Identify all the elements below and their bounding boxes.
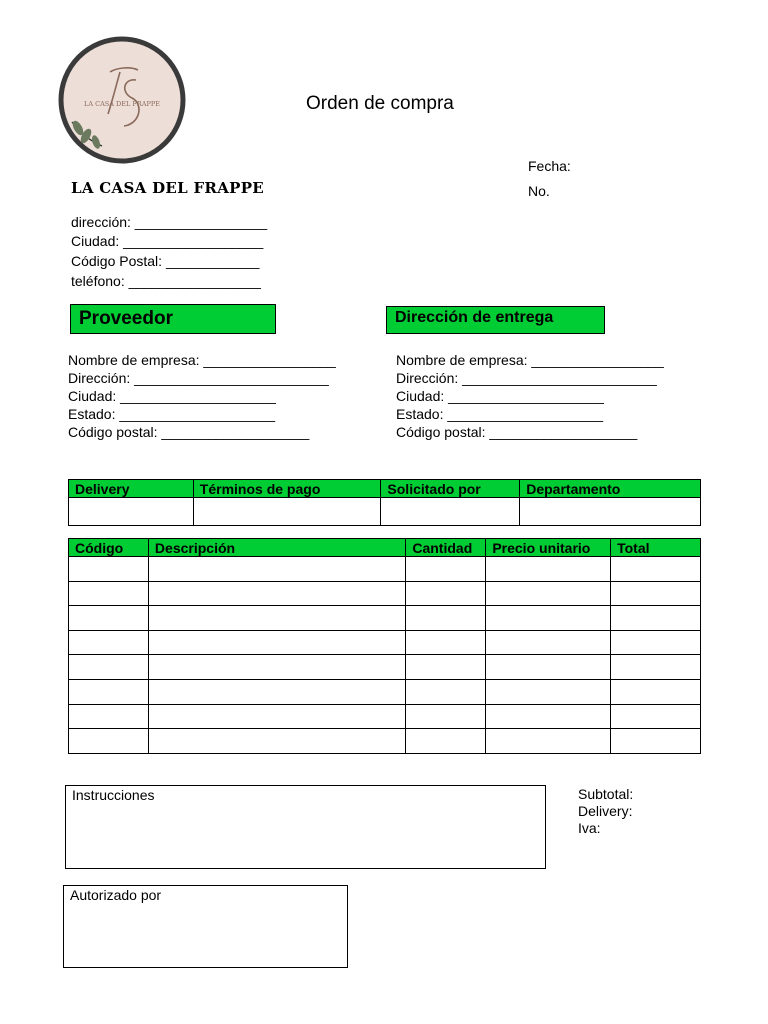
- total-cell[interactable]: [611, 704, 701, 729]
- delivery-fee-label: Delivery:: [578, 803, 633, 819]
- date-label: Fecha:: [528, 158, 571, 174]
- delivery-details: [396, 351, 716, 441]
- col-header-requested-by: Solicitado por: [381, 480, 520, 498]
- unit-price-cell[interactable]: [486, 581, 611, 606]
- description-cell[interactable]: [148, 606, 405, 631]
- unit-price-cell[interactable]: [486, 704, 611, 729]
- instructions-label: Instrucciones: [72, 787, 155, 803]
- requested-by-cell[interactable]: [381, 498, 520, 526]
- total-cell[interactable]: [611, 679, 701, 704]
- description-cell[interactable]: [148, 704, 405, 729]
- description-cell[interactable]: [148, 581, 405, 606]
- instructions-box[interactable]: [65, 785, 546, 869]
- supplier-details: [68, 351, 388, 441]
- col-header-delivery: Delivery: [69, 480, 194, 498]
- payment-terms-cell[interactable]: [193, 498, 381, 526]
- col-header-payment-terms: Términos de pago: [193, 480, 381, 498]
- supplier-postal-line: Código postal: ___________________: [68, 424, 310, 440]
- table-row: [69, 557, 701, 582]
- delivery-address-heading: Dirección de entrega: [386, 306, 605, 334]
- table-row: [69, 606, 701, 631]
- table-row: [69, 704, 701, 729]
- total-cell[interactable]: [611, 655, 701, 680]
- unit-price-cell[interactable]: [486, 606, 611, 631]
- items-table-body: [69, 557, 701, 754]
- logo-ring-text: LA CASA DEL FRAPPE: [84, 100, 160, 108]
- delivery-cell[interactable]: [69, 498, 194, 526]
- supplier-company-line: Nombre de empresa: _________________: [68, 352, 336, 368]
- description-cell[interactable]: [148, 630, 405, 655]
- supplier-city-line: Ciudad: ____________________: [68, 388, 276, 404]
- supplier-state-line: Estado: ____________________: [68, 406, 276, 422]
- code-cell[interactable]: [69, 581, 149, 606]
- unit-price-cell[interactable]: [486, 679, 611, 704]
- quantity-cell[interactable]: [406, 606, 486, 631]
- code-cell[interactable]: [69, 679, 149, 704]
- address-line: dirección: _________________: [71, 214, 268, 230]
- tax-label: Iva:: [578, 820, 601, 836]
- total-cell[interactable]: [611, 729, 701, 754]
- quantity-cell[interactable]: [406, 655, 486, 680]
- totals-summary: [578, 786, 633, 837]
- authorized-by-label: Autorizado por: [70, 887, 162, 903]
- unit-price-cell[interactable]: [486, 630, 611, 655]
- postal-code-line: Código Postal: ____________: [71, 253, 260, 269]
- code-cell[interactable]: [69, 606, 149, 631]
- company-logo: [58, 36, 186, 164]
- code-cell[interactable]: [69, 630, 149, 655]
- delivery-state-line: Estado: ____________________: [396, 406, 604, 422]
- table-row: [69, 655, 701, 680]
- unit-price-cell[interactable]: [486, 655, 611, 680]
- description-cell[interactable]: [148, 679, 405, 704]
- table-row: [69, 679, 701, 704]
- delivery-postal-line: Código postal: ___________________: [396, 424, 638, 440]
- company-name: LA CASA DEL FRAPPE: [71, 179, 265, 197]
- department-cell[interactable]: [520, 498, 701, 526]
- phone-line: teléfono: _________________: [71, 273, 261, 289]
- col-header-total: Total: [611, 539, 701, 557]
- description-cell[interactable]: [148, 655, 405, 680]
- quantity-cell[interactable]: [406, 557, 486, 582]
- items-table: [68, 538, 701, 754]
- order-info-table: [68, 479, 701, 526]
- table-row: [69, 498, 701, 526]
- total-cell[interactable]: [611, 557, 701, 582]
- order-number-label: No.: [528, 183, 550, 199]
- description-cell[interactable]: [148, 557, 405, 582]
- subtotal-label: Subtotal:: [578, 786, 634, 802]
- authorized-by-box[interactable]: [63, 885, 348, 968]
- quantity-cell[interactable]: [406, 630, 486, 655]
- table-row: [69, 729, 701, 754]
- delivery-address-line: Dirección: _________________________: [396, 370, 657, 386]
- code-cell[interactable]: [69, 704, 149, 729]
- unit-price-cell[interactable]: [486, 729, 611, 754]
- unit-price-cell[interactable]: [486, 557, 611, 582]
- description-cell[interactable]: [148, 729, 405, 754]
- supplier-heading: Proveedor: [70, 304, 276, 334]
- col-header-department: Departamento: [520, 480, 701, 498]
- supplier-address-line: Dirección: _________________________: [68, 370, 329, 386]
- col-header-unit-price: Precio unitario: [486, 539, 611, 557]
- quantity-cell[interactable]: [406, 729, 486, 754]
- total-cell[interactable]: [611, 630, 701, 655]
- code-cell[interactable]: [69, 729, 149, 754]
- quantity-cell[interactable]: [406, 581, 486, 606]
- table-row: [69, 630, 701, 655]
- table-row: [69, 581, 701, 606]
- quantity-cell[interactable]: [406, 704, 486, 729]
- delivery-company-line: Nombre de empresa: _________________: [396, 352, 664, 368]
- quantity-cell[interactable]: [406, 679, 486, 704]
- total-cell[interactable]: [611, 581, 701, 606]
- code-cell[interactable]: [69, 655, 149, 680]
- city-line: Ciudad: __________________: [71, 233, 264, 249]
- col-header-code: Código: [69, 539, 149, 557]
- col-header-description: Descripción: [148, 539, 405, 557]
- col-header-quantity: Cantidad: [406, 539, 486, 557]
- delivery-city-line: Ciudad: ____________________: [396, 388, 604, 404]
- code-cell[interactable]: [69, 557, 149, 582]
- page-title: Orden de compra: [306, 93, 454, 114]
- total-cell[interactable]: [611, 606, 701, 631]
